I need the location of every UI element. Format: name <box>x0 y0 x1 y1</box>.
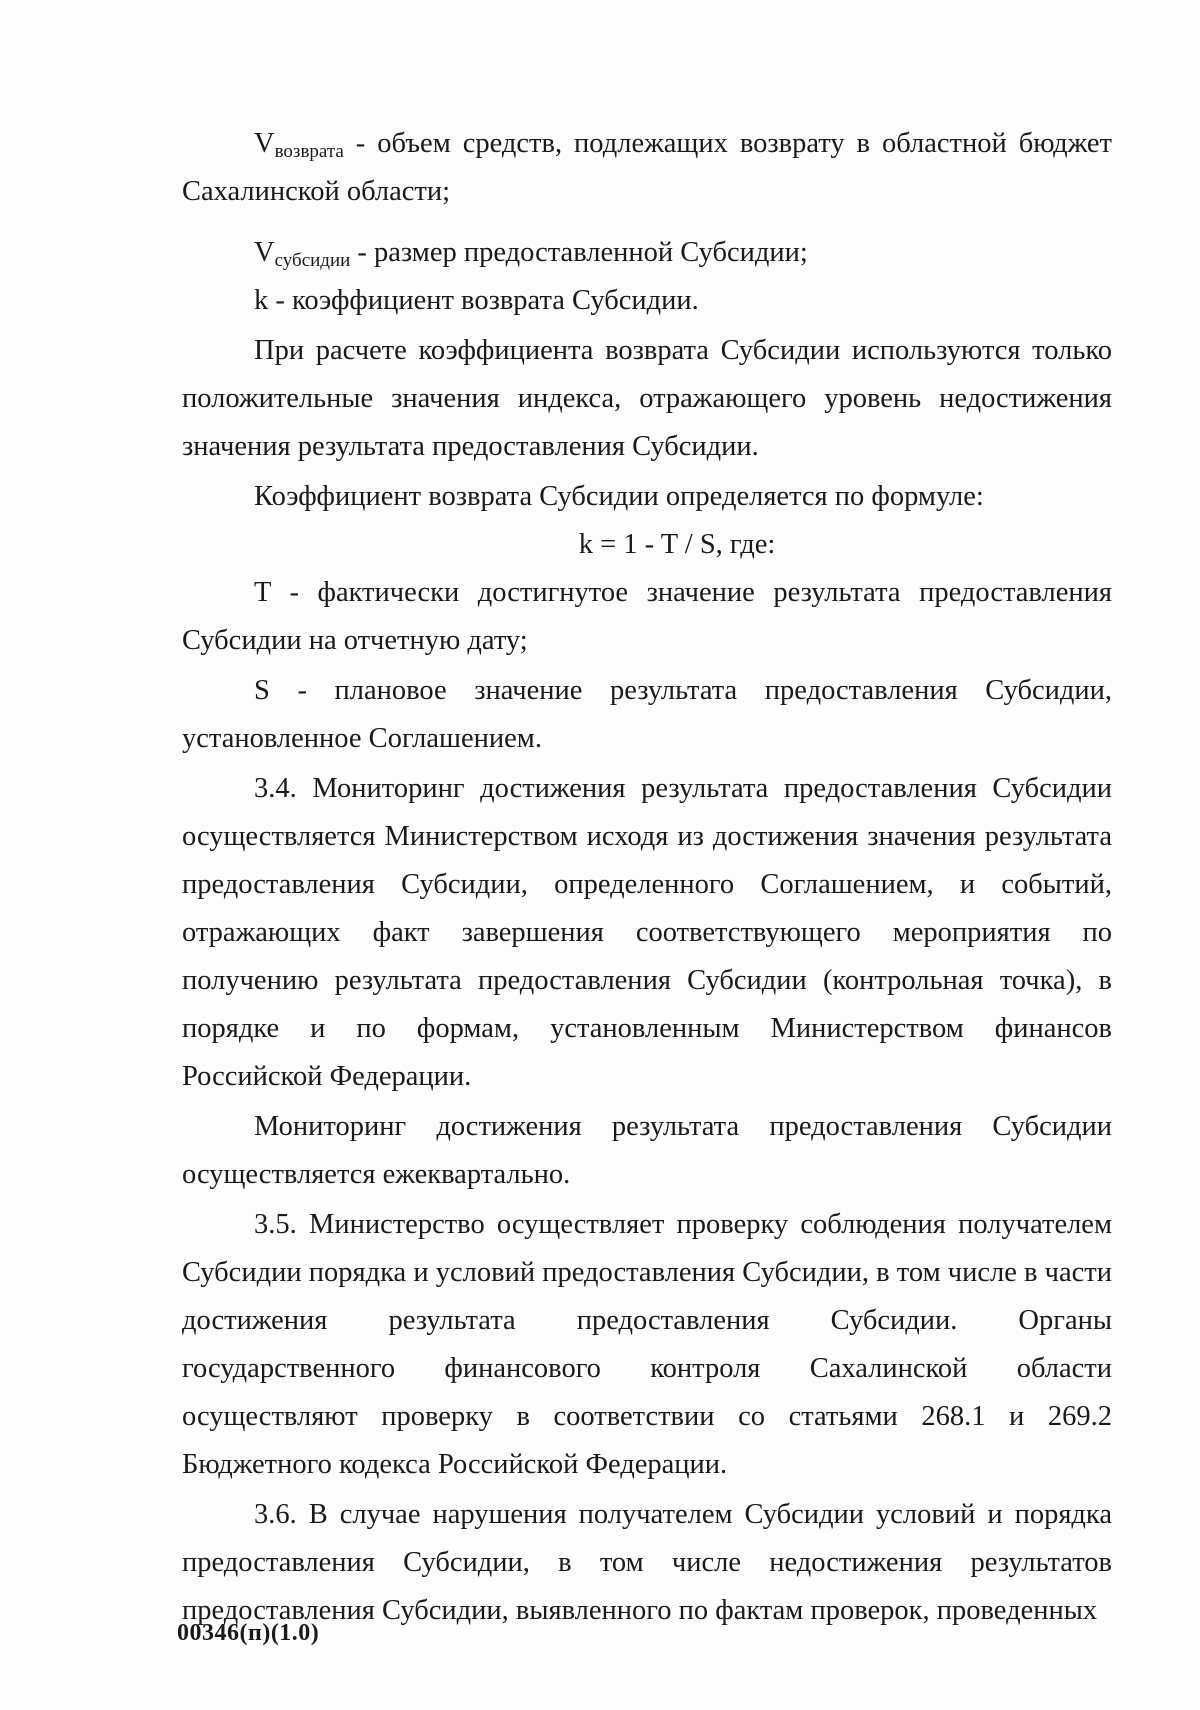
paragraph-text: - объем средств, подлежащих возврату в областной бюджет Сахалинской области; <box>182 128 1112 207</box>
paragraph-3-5: 3.5. Министерство осуществляет проверку соблюдения получателем Субсидии порядка и условий предоставления Субсидии, в том числе в части достижения результата предоставления Субсидии. Органы государственного финансового контроля Сахалинской области осуществляют проверку в соответствии со статьями 268.1 и 269.2 Бюджетного кодекса Российской Федерации. <box>182 1209 1112 1480</box>
paragraph-s-definition: S - плановое значение результата предоставления Субсидии, установленное Соглашением. <box>182 675 1112 754</box>
paragraph-t-definition: T - фактически достигнутое значение результата предоставления Субсидии на отчетную дату; <box>182 577 1112 656</box>
paragraph-monitoring-frequency: Мониторинг достижения результата предоставления Субсидии осуществляется ежеквартально. <box>182 1111 1112 1190</box>
paragraph-v-vozvrata <box>182 120 1112 216</box>
symbol-v: V <box>254 128 275 159</box>
paragraph-v-subsidii <box>182 229 1112 277</box>
paragraph-k-definition: k - коэффициент возврата Субсидии. <box>254 285 699 316</box>
formula: k = 1 - T / S, где: <box>578 529 776 560</box>
subscript-vozvrata: возврата <box>274 141 344 162</box>
symbol-v: V <box>254 237 275 268</box>
paragraph-3-6: 3.6. В случае нарушения получателем Субсидии условий и порядка предоставления Субсидии, в том числе недостижения результатов предоставления Субсидии, выявленного по фактам проверок, проведенных <box>182 1499 1112 1626</box>
document-code: 00346(п)(1.0) <box>177 1620 320 1646</box>
paragraph-3-4: 3.4. Мониторинг достижения результата предоставления Субсидии осуществляется Министерством исходя из достижения значения результата предоставления Субсидии, определенного Соглашением, и событий, отражающих факт завершения соответствующего мероприятия по получению результата предоставления Субсидии (контрольная точка), в порядке и по формам, установленным Министерством финансов Российской Федерации. <box>182 773 1112 1092</box>
paragraph-calculation-note: При расчете коэффициента возврата Субсидии используются только положительные значения индекса, отражающего уровень недостижения значения результата предоставления Субсидии. <box>182 335 1112 462</box>
document-body <box>182 120 1112 1635</box>
paragraph-text: - размер предоставленной Субсидии; <box>350 237 808 268</box>
paragraph-formula-intro: Коэффициент возврата Субсидии определяется по формуле: <box>254 481 984 512</box>
subscript-subsidii: субсидии <box>274 250 351 271</box>
